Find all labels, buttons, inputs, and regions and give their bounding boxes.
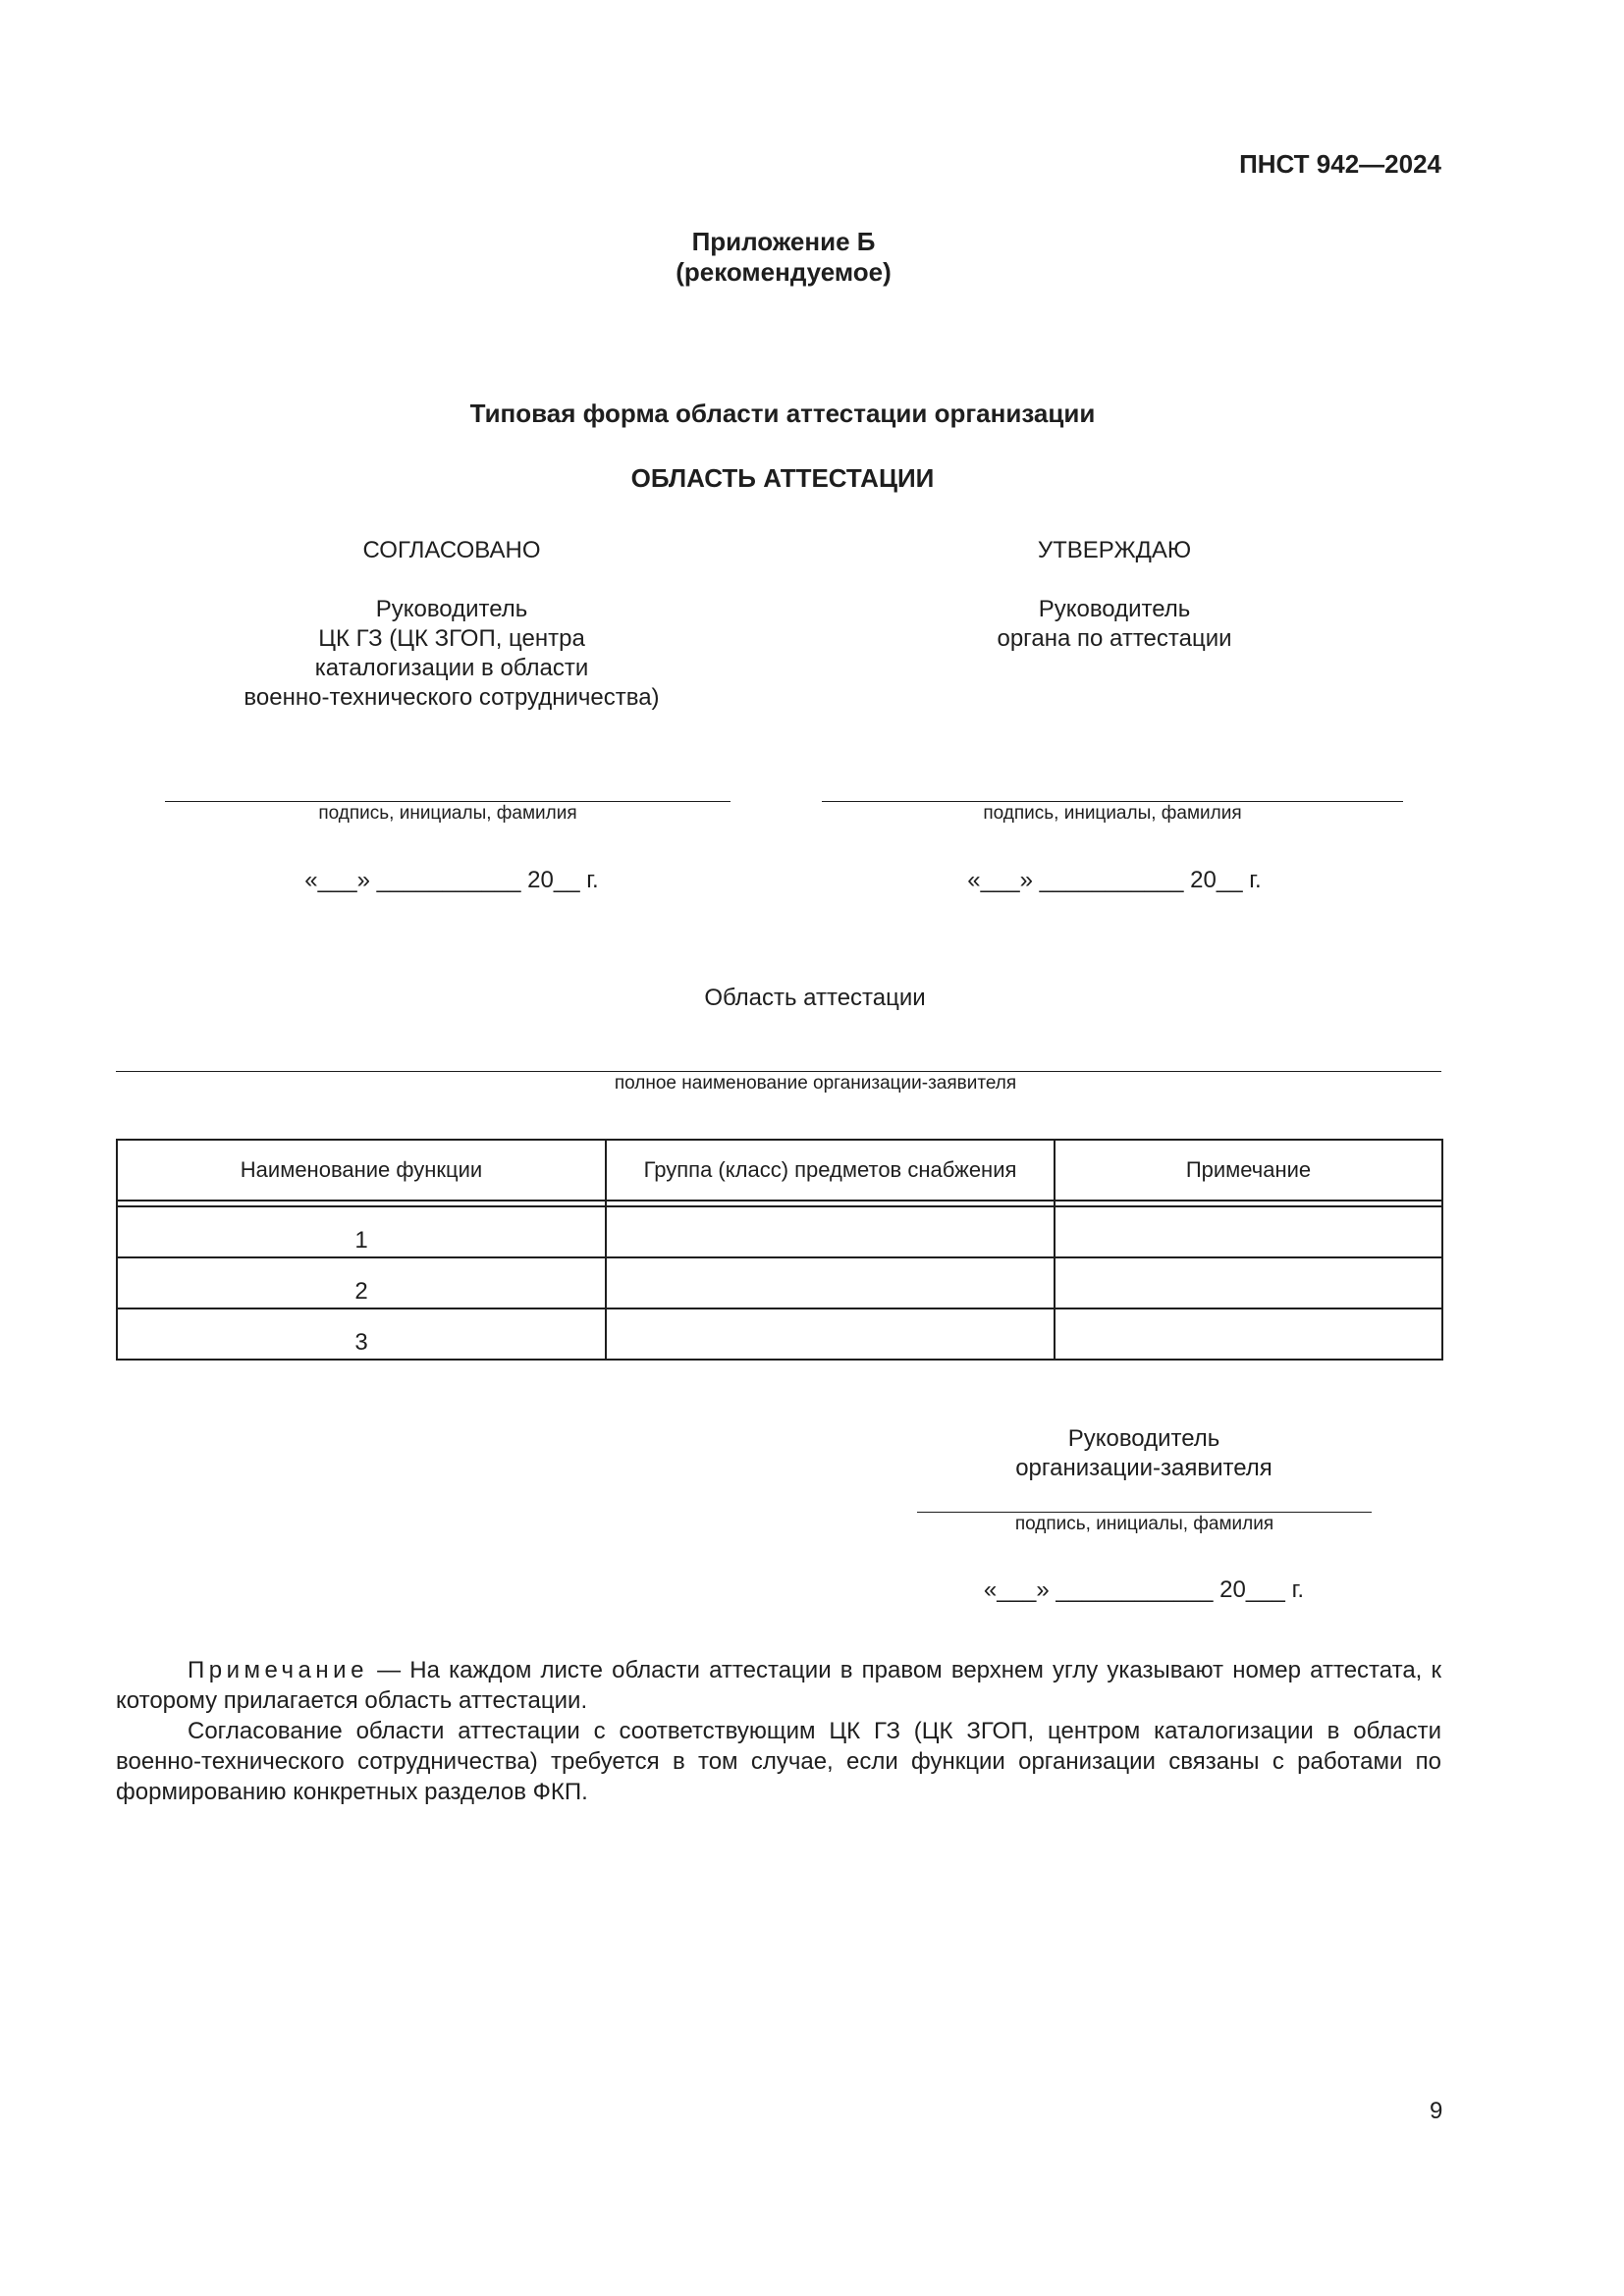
function-cell: 1 bbox=[117, 1206, 606, 1257]
column-header-function: Наименование функции bbox=[117, 1140, 606, 1201]
supply-group-cell bbox=[606, 1257, 1055, 1308]
document-code: ПНСТ 942—2024 bbox=[1239, 149, 1441, 179]
organization-name-caption: полное наименование организации-заявителя bbox=[614, 1073, 1017, 1094]
applicant-signature-caption: подпись, инициалы, фамилия bbox=[1014, 1514, 1274, 1534]
table-row bbox=[117, 1206, 1442, 1257]
agreed-label: СОГЛАСОВАНО bbox=[362, 537, 541, 563]
approve-position bbox=[785, 595, 1443, 654]
note-paragraph-2: Согласование области аттестации с соответствующим ЦК ГЗ (ЦК ЗГОП, центром каталогизации в области военно-технического сотрудничества) требуется в том случае, если функции организации связаны с работами по формированию конкретных разделов ФКП. bbox=[116, 1718, 1441, 1805]
function-cell: 2 bbox=[117, 1257, 606, 1308]
table-row bbox=[117, 1257, 1442, 1308]
page-number: 9 bbox=[1430, 2098, 1443, 2124]
applicant-position-line: Руководитель bbox=[1067, 1425, 1220, 1452]
note-cell bbox=[1055, 1206, 1442, 1257]
organization-name-line bbox=[116, 1071, 1441, 1072]
approve-position-line: органа по аттестации bbox=[997, 625, 1232, 652]
column-header-supply-group: Группа (класс) предметов снабжения bbox=[606, 1140, 1055, 1201]
approve-signature-line bbox=[822, 801, 1403, 802]
approve-date-line: «___» ___________ 20__ г. bbox=[967, 867, 1262, 893]
note-paragraph-1 bbox=[116, 1655, 1441, 1716]
table-row bbox=[117, 1308, 1442, 1360]
approve-label: УТВЕРЖДАЮ bbox=[1037, 537, 1192, 563]
attestation-scope-table bbox=[116, 1139, 1443, 1361]
applicant-date-line: «___» ____________ 20___ г. bbox=[983, 1576, 1305, 1603]
main-heading: ОБЛАСТЬ АТТЕСТАЦИИ bbox=[630, 463, 935, 493]
function-cell: 3 bbox=[117, 1308, 606, 1360]
agreed-date-line: «___» ___________ 20__ г. bbox=[304, 867, 599, 893]
agreed-signature-line bbox=[165, 801, 731, 802]
scope-title: Область аттестации bbox=[704, 985, 926, 1011]
applicant-position bbox=[913, 1424, 1375, 1483]
note-text-1: — На каждом листе области аттестации в правом верхнем углу указывают номер аттестата, к которому прилагается область аттестации. bbox=[116, 1657, 1441, 1714]
agreed-position-line: ЦК ГЗ (ЦК ЗГОП, центра bbox=[318, 625, 585, 652]
agreed-signature-caption: подпись, инициалы, фамилия bbox=[318, 803, 577, 824]
supply-group-cell bbox=[606, 1206, 1055, 1257]
column-header-note: Примечание bbox=[1055, 1140, 1442, 1201]
appendix-status: (рекомендуемое) bbox=[676, 257, 892, 287]
agreed-position bbox=[128, 595, 776, 713]
approve-position-line: Руководитель bbox=[1038, 596, 1191, 622]
applicant-position-line: организации-заявителя bbox=[1015, 1455, 1272, 1481]
note-cell bbox=[1055, 1257, 1442, 1308]
supply-group-cell bbox=[606, 1308, 1055, 1360]
form-title: Типовая форма области аттестации организации bbox=[469, 399, 1096, 428]
note-label: Примечание bbox=[188, 1657, 368, 1683]
appendix-title: Приложение Б bbox=[691, 227, 876, 256]
note-block bbox=[116, 1655, 1441, 1807]
applicant-signature-line bbox=[917, 1512, 1372, 1513]
agreed-position-line: каталогизации в области bbox=[314, 655, 589, 681]
agreed-position-line: Руководитель bbox=[375, 596, 528, 622]
note-cell bbox=[1055, 1308, 1442, 1360]
approve-signature-caption: подпись, инициалы, фамилия bbox=[983, 803, 1242, 824]
agreed-position-line: военно-технического сотрудничества) bbox=[244, 684, 660, 711]
